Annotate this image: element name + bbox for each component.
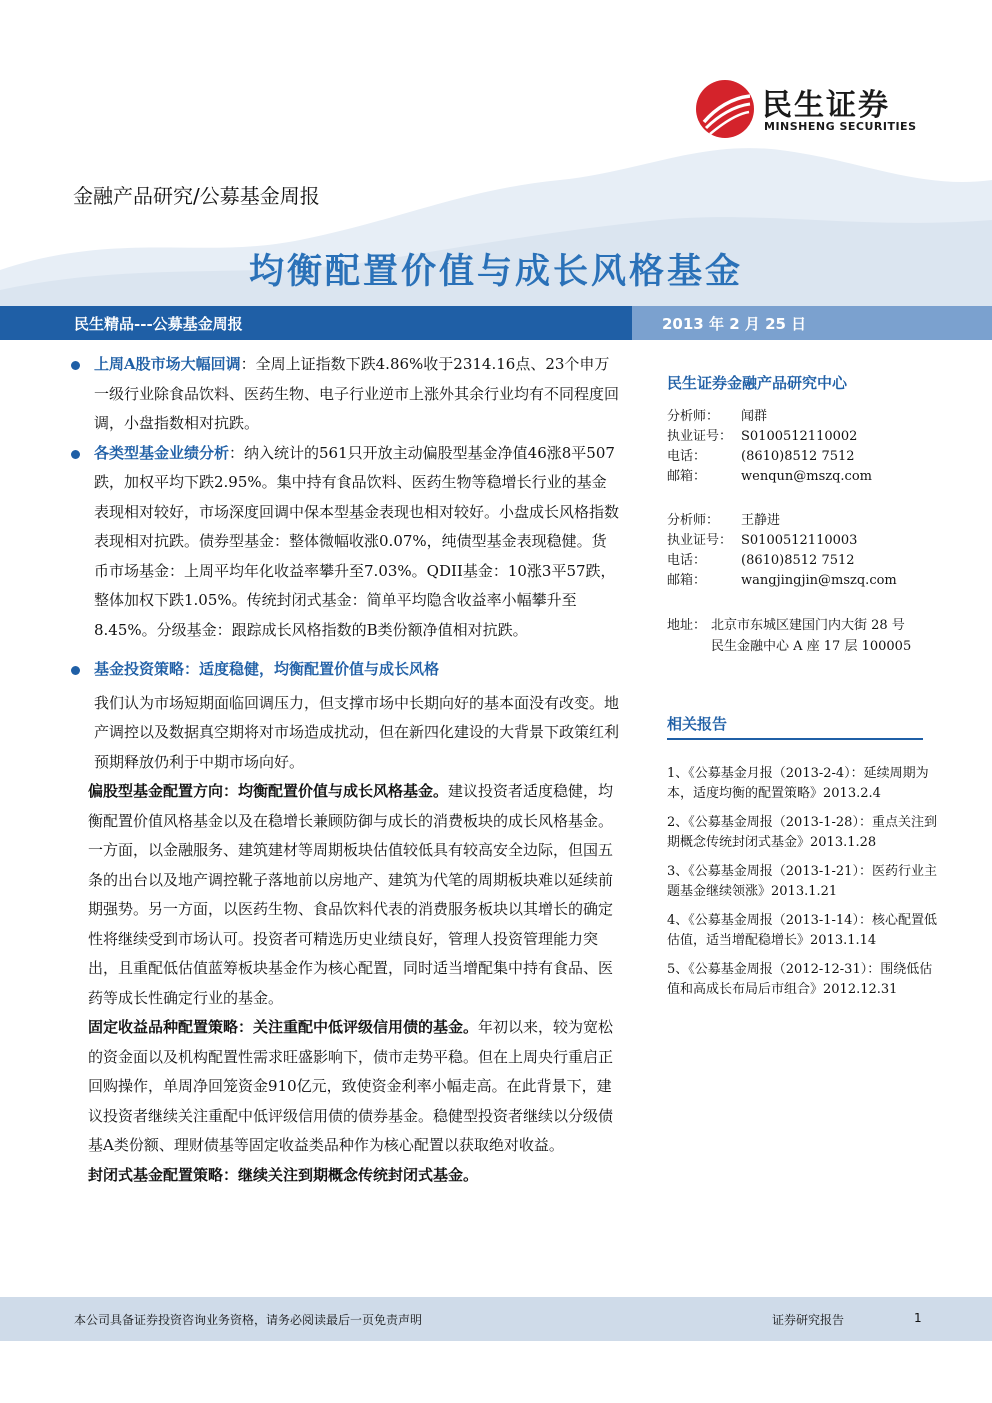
related-report-link[interactable]: 4、《公募基金周报（2013-1-14）：核心配置低估值，适当增配稳增长》2013.1.14 bbox=[667, 913, 937, 948]
address-line: 民生金融中心 A 座 17 层 100005 bbox=[711, 639, 912, 654]
report-category: 金融产品研究/公募基金周报 bbox=[73, 184, 320, 208]
analyst-label: 分析师： bbox=[667, 513, 720, 528]
report-title: 均衡配置价值与成长风格基金 bbox=[248, 252, 743, 292]
sidebar bbox=[667, 372, 947, 1009]
phone-label: 电话： bbox=[667, 449, 707, 464]
closed-fund-head: 封闭式基金配置策略：继续关注到期概念传统封闭式基金。 bbox=[88, 1165, 479, 1184]
summary-item bbox=[68, 350, 620, 439]
equity-strategy-text: 建议投资者适度稳健，均衡配置价值风格基金以及在稳增长兼顾防御与成长的消费板块的成长风格基金。一方面，以金融服务、建筑建材等周期板块估值较低具有较高安全边际，但国五条的出台以及地产调控靴子落地前以房地产、建筑为代笔的周期板块难以延续前期强势。另一方面，以医药生物、食品饮料代表的消费服务板块以其增长的确定性将继续受到市场认可。投资者可精选历史业绩良好，管理人投资管理能力突出，且重配低估值蓝筹板块基金作为核心配置，同时适当增配集中持有食品、医药等成长性确定行业的基金。 bbox=[88, 782, 614, 1007]
summary-item bbox=[68, 439, 620, 646]
analyst-name: 闻群 bbox=[741, 409, 768, 424]
address-block bbox=[667, 615, 947, 657]
address-label: 地址： bbox=[667, 618, 707, 633]
logo-name-en: MINSHENG SECURITIES bbox=[764, 120, 917, 133]
fixed-income-strategy bbox=[68, 1013, 620, 1161]
email-label: 邮箱： bbox=[667, 469, 707, 484]
series-name: 民生精品---公募基金周报 bbox=[74, 315, 243, 333]
analyst-phone: (8610)8512 7512 bbox=[741, 553, 855, 568]
company-logo bbox=[694, 78, 924, 140]
equity-strategy bbox=[68, 777, 620, 1013]
phone-label: 电话： bbox=[667, 553, 707, 568]
analyst-label: 分析师： bbox=[667, 409, 720, 424]
related-report-link[interactable]: 2、《公募基金周报（2013-1-28）：重点关注到期概念传统封闭式基金》2013.1.28 bbox=[667, 815, 937, 850]
analyst-email[interactable]: wangjingjin@mszq.com bbox=[741, 573, 897, 588]
cert-label: 执业证号： bbox=[667, 533, 733, 548]
related-report-link[interactable]: 1、《公募基金月报（2013-2-4）：延续周期为本，适度均衡的配置策略》2013.2.4 bbox=[667, 766, 929, 801]
bullet-icon bbox=[71, 450, 80, 459]
closed-fund-strategy bbox=[68, 1161, 620, 1191]
analyst-email[interactable]: wenqun@mszq.com bbox=[741, 469, 872, 484]
main-content bbox=[68, 350, 620, 1190]
bullet-icon bbox=[71, 361, 80, 370]
header-bar-left bbox=[0, 306, 632, 340]
analyst-card bbox=[667, 407, 947, 487]
footer-report-type: 证券研究报告 bbox=[772, 1313, 845, 1327]
page-footer bbox=[0, 1297, 992, 1341]
report-date: 2013 年 2 月 25 日 bbox=[662, 315, 807, 333]
summary-head: 各类型基金业绩分析 bbox=[94, 443, 230, 462]
summary-head: 上周A股市场大幅回调 bbox=[94, 355, 241, 373]
related-report-link[interactable]: 5、《公募基金周报（2012-12-31）：围绕低估值和高成长布局后市组合》2012.12.31 bbox=[667, 962, 933, 997]
page-number: 1 bbox=[914, 1311, 922, 1325]
summary-text: ：全周上证指数下跌4.86%收于2314.16点、23个申万一级行业除食品饮料、医药生物、电子行业逆市上涨外其余行业均有不同程度回调，小盘指数相对抗跌。 bbox=[94, 355, 620, 432]
analyst-card bbox=[667, 511, 947, 591]
header-bar-right bbox=[632, 306, 992, 340]
address-line: 北京市东城区建国门内大街 28 号 bbox=[711, 618, 905, 633]
footer-disclaimer: 本公司具备证券投资咨询业务资格，请务必阅读最后一页免责声明 bbox=[74, 1313, 423, 1327]
cert-label: 执业证号： bbox=[667, 429, 733, 444]
logo-mark-icon bbox=[694, 78, 756, 140]
strategy-head-text: 基金投资策略：适度稳健，均衡配置价值与成长风格 bbox=[94, 660, 440, 678]
summary-text: ：纳入统计的561只开放主动偏股型基金净值46涨8平507跌，加权平均下跌2.95%。集中持有食品饮料、医药生物等稳增长行业的基金表现相对较好，市场深度回调中保本型基金表现也相对较好。小盘成长风格指数表现相对抗跌。债券型基金：整体微幅收涨0.07%，纯债型基金表现稳健。货币市场基金：上周平均年化收益率攀升至7.03%。QDII基金：10涨3平57跌，整体加权下跌1.05%。传统封闭式基金：简单平均隐含收益率小幅攀升至8.45%。分级基金：跟踪成长风格指数的B类份额净值相对抗跌。 bbox=[94, 443, 620, 639]
related-reports-heading: 相关报告 bbox=[667, 713, 923, 740]
related-report-link[interactable]: 3、《公募基金周报（2013-1-21）：医药行业主题基金继续领涨》2013.1.21 bbox=[667, 864, 937, 899]
analyst-cert: S0100512110002 bbox=[741, 429, 858, 444]
related-reports-list bbox=[667, 764, 947, 1000]
analyst-name: 王静进 bbox=[741, 513, 781, 528]
analyst-phone: (8610)8512 7512 bbox=[741, 449, 855, 464]
header-bar bbox=[0, 306, 992, 340]
bullet-icon bbox=[71, 666, 80, 675]
fixed-income-head: 固定收益品种配置策略：关注重配中低评级信用债的基金。 bbox=[88, 1018, 479, 1036]
logo-name-cn: 民生证券 bbox=[762, 88, 890, 123]
strategy-heading bbox=[68, 655, 620, 685]
analyst-cert: S0100512110003 bbox=[741, 533, 858, 548]
equity-strategy-head: 偏股型基金配置方向：均衡配置价值与成长风格基金。 bbox=[88, 782, 449, 800]
fixed-income-text: 年初以来，较为宽松的资金面以及机构配置性需求旺盛影响下，债市走势平稳。但在上周央行重启正回购操作，单周净回笼资金910亿元，致使资金利率小幅走高。在此背景下，建议投资者继续关注重配中低评级信用债的债券基金。稳健型投资者继续以分级债基A类份额、理财债基等固定收益类品种作为核心配置以获取绝对收益。 bbox=[88, 1018, 614, 1154]
research-center: 民生证券金融产品研究中心 bbox=[667, 374, 848, 392]
strategy-intro: 我们认为市场短期面临回调压力，但支撑市场中长期向好的基本面没有改变。地产调控以及数据真空期将对市场造成扰动，但在新四化建设的大背景下政策红利预期释放仍利于中期市场向好。 bbox=[94, 693, 620, 771]
email-label: 邮箱： bbox=[667, 573, 707, 588]
